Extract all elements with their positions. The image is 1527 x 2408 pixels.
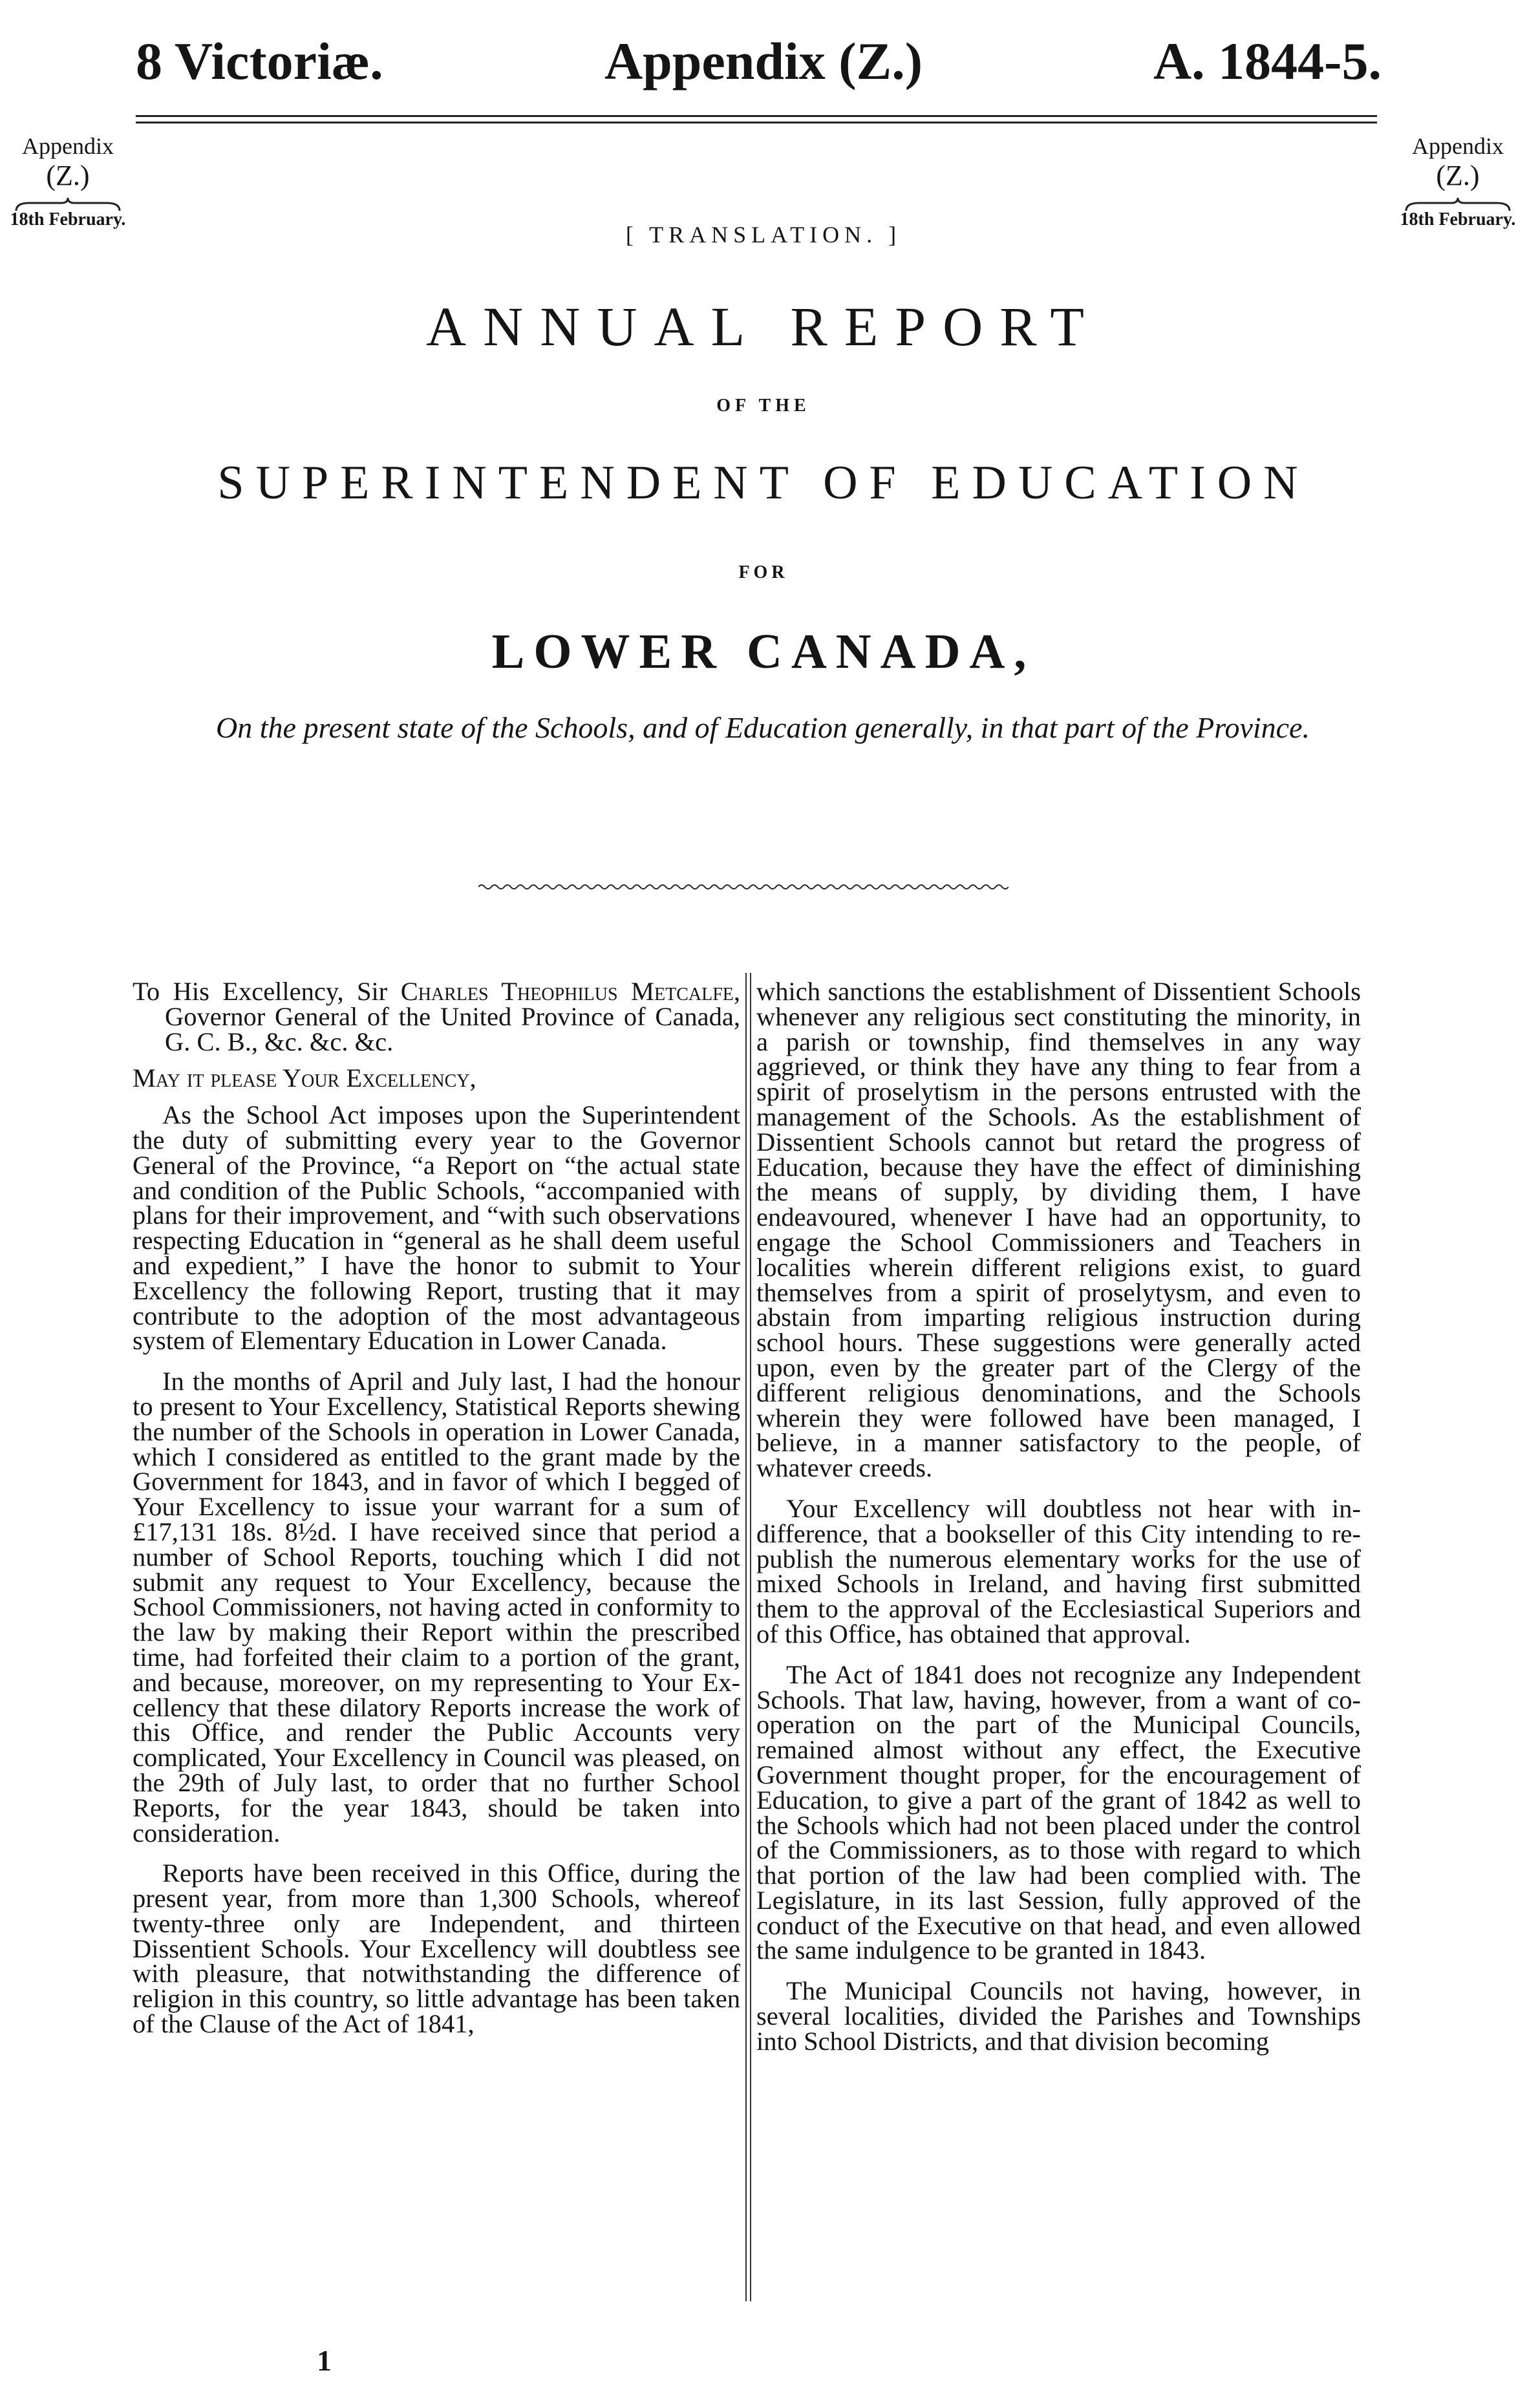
margin-note-left xyxy=(3,133,133,231)
header-rule-top xyxy=(136,115,1377,117)
paragraph: The Act of 1841 does not recognize any Independent Schools. That law, having, however, from a want of co-operation on the part of the Municipal Councils, remained almost without any effect, the Executive Government thought proper, for the encouragement of Education, to give a part of the grant of 1842 as well to the Schools which had not been placed under the control of the Commissioners, as to those with regard to which that portion of the law had been complied with. The Legislature, in its last Session, fully approved of the conduct of the Executive on that head, and even allowed the same indulgence to be granted in 1843. xyxy=(756,1659,1361,1965)
year-label: A. 1844-5. xyxy=(1153,32,1382,91)
report-subtitle: On the present state of the Schools, and of Education generally, in that part of the Province. xyxy=(216,711,1310,744)
paragraph: The Municipal Councils not having, however, in several localities, divided the Parishes and Townships into School Districts, and that division becoming xyxy=(756,1976,1361,2056)
title-of-the: OF THE xyxy=(716,396,811,416)
session-label: 8 Victoriæ. xyxy=(136,32,383,91)
title-superintendent: SUPERINTENDENT OF EDUCATION xyxy=(217,456,1310,509)
paragraph: Your Excellency will doubtless not hear with indifference, that a bookseller of this City intending to re-publish the numerous elementary works for the use of mixed Schools in Ireland, and having first submitted them to the approval of the Ecclesiastical Superiors and of this Office, has obtained that approval. xyxy=(756,1493,1361,1648)
report-title: ANNUAL REPORT xyxy=(426,295,1101,357)
margin-appendix-label: Appendix xyxy=(1412,133,1504,159)
right-column xyxy=(756,979,1361,2070)
title-lower-canada: LOWER CANADA, xyxy=(491,624,1036,679)
margin-appendix-letter: (Z.) xyxy=(46,160,90,191)
brace-icon xyxy=(3,192,133,209)
address-line xyxy=(133,979,740,1054)
margin-date: 18th February. xyxy=(10,209,126,229)
salutation: May it please Your Excellency, xyxy=(133,1063,476,1093)
wavy-rule-ornament xyxy=(478,882,1009,891)
address-name: Charles Theophilus Metcalfe xyxy=(400,977,734,1006)
margin-appendix-label: Appendix xyxy=(22,133,114,159)
left-column xyxy=(133,979,740,2052)
paragraph: In the months of April and July last, I had the honour to present to Your Excellency, Statistical Reports shewing the number of the Schools in operation in Lower Canada, which I considered as entitled to the grant made by the Government for 1843, and in favor of which I begged of Your Excellency to issue your warrant for a sum of £17,131 18s. 8½d. I have received since that period a number of School Reports, touching which I did not submit any request to Your Excellency, because the School Commissioners, not having acted in conformity to the law by making their Report within the prescribed time, had forfeited their claim to a portion of the grant, and because, moreover, on my representing to Your Excellency that these dilatory Reports increase the work of this Office, and render the Public Accounts very complicated, Your Excellency in Council was pleased, on the 29th of July last, to order that no further School Reports, for the year 1843, should be taken into consideration. xyxy=(133,1367,740,1848)
title-for: FOR xyxy=(738,562,789,582)
running-head xyxy=(0,26,1527,97)
page-number: 1 xyxy=(317,2344,332,2377)
brace-icon xyxy=(1393,192,1522,209)
paragraph: Reports have been received in this Office, during the present year, from more than 1,300 Schools, whereof twenty-three only are Independent, and thirteen Dissentient Schools. Your Excellency will doubtless see with pleasure, that notwithstanding the difference of religion in this country, so little advantage has been taken of the Clause of the Act of 1841, xyxy=(133,1859,740,2039)
paragraph: As the School Act imposes upon the Superintendent the duty of submitting every year to the Governor General of the Province, “a Report on “the actual state and condition of the Public Schools, “accompanied with plans for their improvement, and “with such observations respecting Education in “general as he shall deem useful and expedient,” I have the honor to submit to Your Excellency the following Report, trusting that it may contribute to the adoption of the most advantageous system of Elementary Education in Lower Canada. xyxy=(133,1100,740,1356)
margin-date: 18th February. xyxy=(1400,209,1516,229)
appendix-label: Appendix (Z.) xyxy=(604,32,923,91)
margin-note-right xyxy=(1393,133,1522,231)
address-rest: , Governor General of the United Province of Canada, G. C. B., &c. &c. &c. xyxy=(165,977,741,1056)
column-divider xyxy=(745,973,747,2301)
paragraph: which sanctions the establishment of Dissentient Schools whenever any religious sect constituting the minority, in a parish or township, find themselves in any way aggrieved, or think they have any thing to fear from a spirit of proselytism in the persons entrusted with the management of the Schools. As the establishment of Dissentient Schools cannot but retard the progress of Education, because they have the effect of diminishing the means of supply, by dividing them, I have endeavoured, whenever I have had an opportunity, to engage the School Commissioners and Teachers in localities wherein different religions exist, to guard themselves from a spirit of proselytysm, and even to abstain from imparting religious instruction during school hours. These suggestions were generally acted upon, even by the greater part of the Clergy of the different religious denominations, and the Schools wherein they were followed have been managed, I believe, in a manner satisfactory to the people, of whatever creeds. xyxy=(756,977,1361,1483)
translation-label: [ TRANSLATION. ] xyxy=(625,222,902,248)
header-rule-bottom xyxy=(136,122,1377,123)
address-lead: To His Excellency, Sir xyxy=(133,977,388,1006)
column-divider xyxy=(750,973,751,2301)
margin-appendix-letter: (Z.) xyxy=(1436,160,1480,191)
